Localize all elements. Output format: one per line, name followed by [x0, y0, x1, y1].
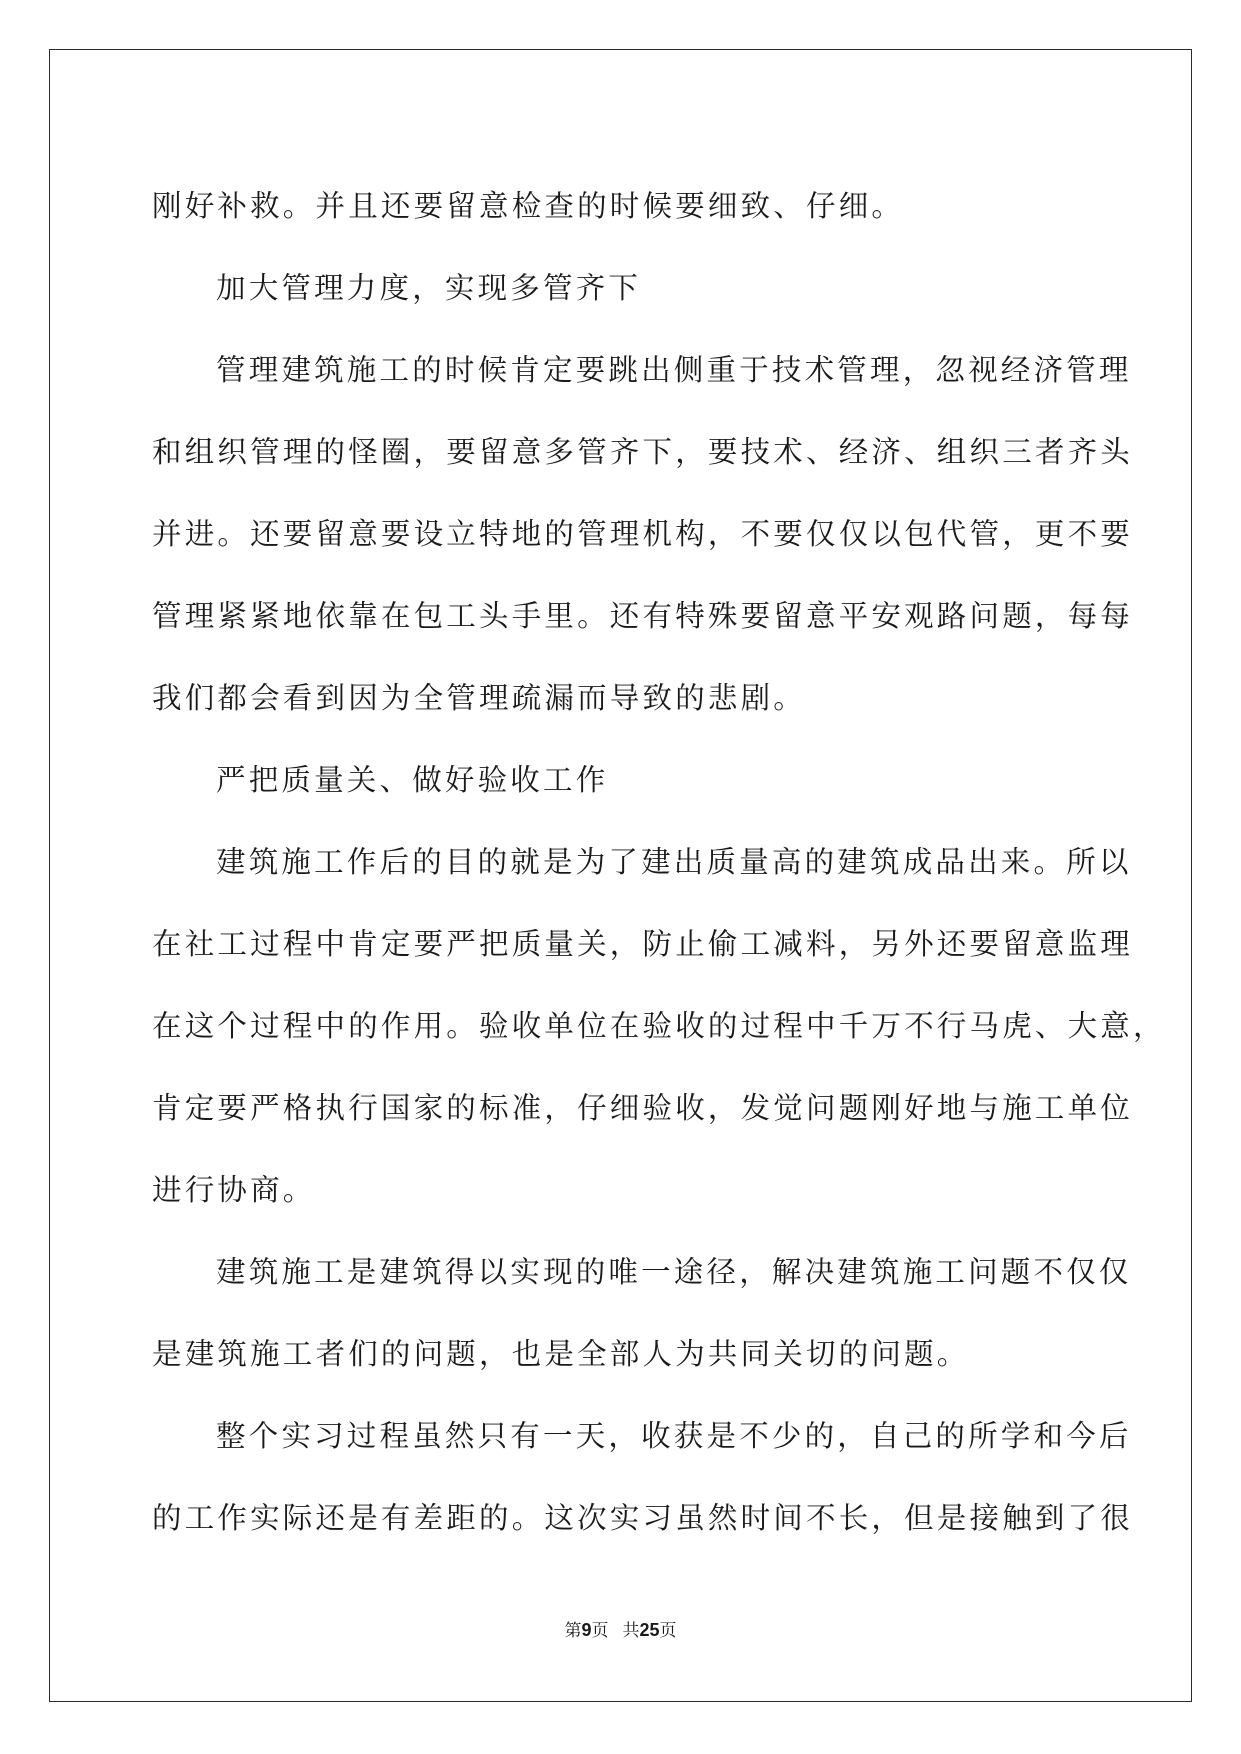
section-heading: 严把质量关、做好验收工作: [216, 763, 609, 797]
paragraph-line: 并进。还要留意要设立特地的管理机构，不要仅仅以包代管，更不要: [152, 517, 1134, 551]
paragraph-line: 和组织管理的怪圈，要留意多管齐下，要技术、经济、组织三者齐头: [152, 435, 1134, 469]
paragraph-line: 管理建筑施工的时候肯定要跳出侧重于技术管理，忽视经济管理: [216, 353, 1132, 387]
page-prefix: 第: [564, 1621, 582, 1641]
page-number: 9: [581, 1620, 592, 1640]
page-suffix: 页: [591, 1621, 609, 1641]
paragraph-line: 整个实习过程虽然只有一天，收获是不少的，自己的所学和今后: [216, 1419, 1132, 1453]
paragraph-line: 刚好补救。并且还要留意检查的时候要细致、仔细。: [152, 189, 905, 223]
paragraph-line: 在社工过程中肯定要严把质量关，防止偷工减料，另外还要留意监理: [152, 927, 1134, 961]
document-body: [152, 165, 1166, 1559]
paragraph-line: 进行协商。: [152, 1173, 316, 1207]
paragraph-line: 肯定要严格执行国家的标准，仔细验收，发觉问题刚好地与施工单位: [152, 1091, 1134, 1125]
paragraph-line: 建筑施工作后的目的就是为了建出质量高的建筑成品出来。所以: [216, 845, 1132, 879]
paragraph-line: 管理紧紧地依靠在包工头手里。还有特殊要留意平安观路问题，每每: [152, 599, 1134, 633]
paragraph-line: 我们都会看到因为全管理疏漏而导致的悲剧。: [152, 681, 807, 715]
section-heading: 加大管理力度，实现多管齐下: [216, 271, 642, 305]
paragraph-line: 的工作实际还是有差距的。这次实习虽然时间不长，但是接触到了很: [152, 1501, 1134, 1535]
total-prefix: 共: [622, 1621, 640, 1641]
total-pages: 25: [639, 1620, 660, 1640]
total-suffix: 页: [659, 1621, 677, 1641]
page-footer: [0, 1616, 1241, 1641]
paragraph-line: 在这个过程中的作用。验收单位在验收的过程中千万不行马虎、大意，: [152, 1009, 1166, 1043]
paragraph-line: 是建筑施工者们的问题，也是全部人为共同关切的问题。: [152, 1337, 970, 1371]
paragraph-line: 建筑施工是建筑得以实现的唯一途径，解决建筑施工问题不仅仅: [216, 1255, 1132, 1289]
